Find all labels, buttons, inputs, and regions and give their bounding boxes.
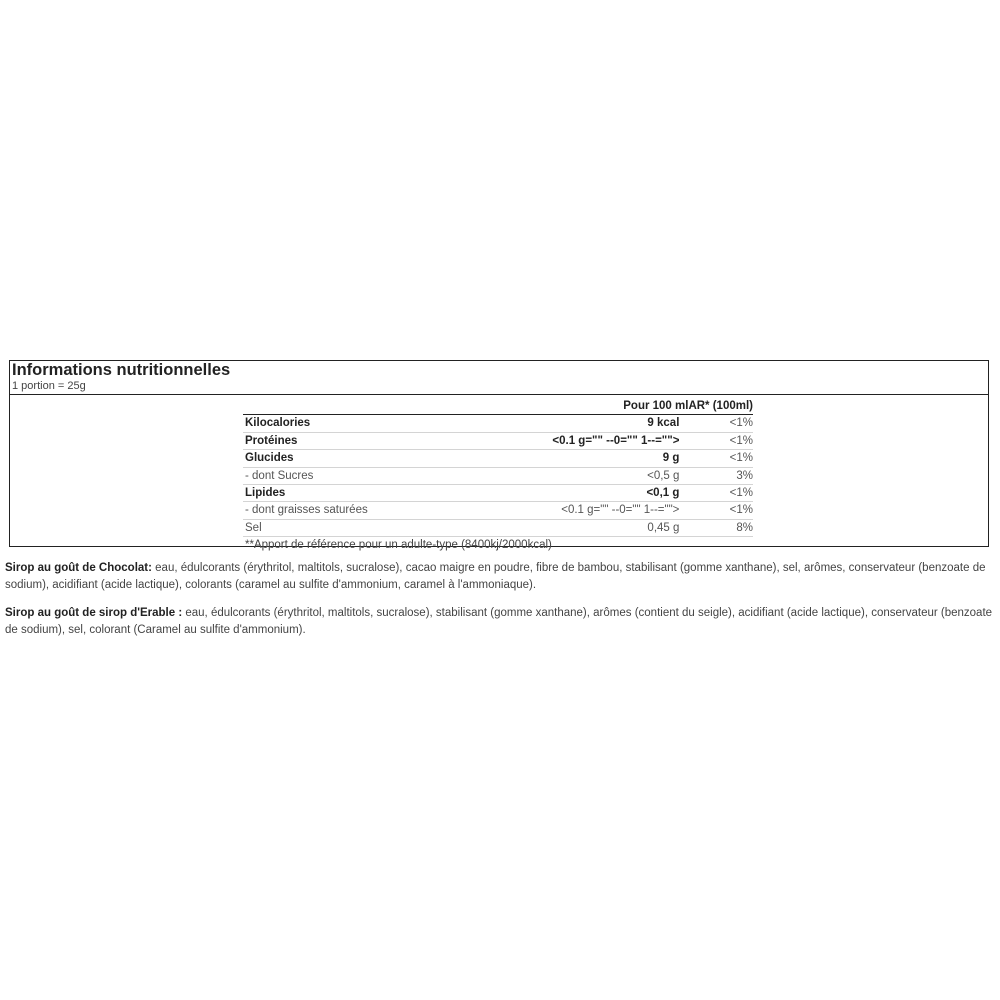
- nutrient-value: 9 kcal: [504, 415, 680, 432]
- table-row-proteines: [243, 432, 753, 449]
- header-per-100ml: Pour 100 mlAR* (100ml): [504, 398, 753, 415]
- nutrient-ar: <1%: [679, 485, 753, 502]
- nutrient-name: - dont Sucres: [243, 467, 504, 484]
- nutrient-name: Sel: [243, 519, 504, 536]
- nutrient-name: Glucides: [243, 450, 504, 467]
- nutrient-value: <0.1 g="" --0="" 1--="">: [504, 432, 680, 449]
- ingredients-chocolate-text: eau, édulcorants (érythritol, maltitols, sucralose), cacao maigre en poudre, fibre de bambou, stabilisant (gomme xanthane), sel, arômes, conservateur (benzoate de sodium), acidifiant (acide lactique), colorants (caramel au sulfite d'ammonium, caramel à l'ammoniaque).: [5, 562, 986, 591]
- nutrient-ar: <1%: [679, 450, 753, 467]
- ingredients-chocolate-label: Sirop au goût de Chocolat:: [5, 562, 152, 574]
- nutrient-ar: <1%: [679, 415, 753, 432]
- nutrient-value: 9 g: [504, 450, 680, 467]
- nutrient-value: <0.1 g="" --0="" 1--="">: [504, 502, 680, 519]
- reference-intake-footnote: **Apport de référence pour un adulte-type (8400kj/2000kcal): [245, 539, 552, 552]
- nutrient-value: <0,1 g: [504, 485, 680, 502]
- nutrient-ar: <1%: [679, 502, 753, 519]
- nutrition-table: [243, 398, 753, 554]
- portion-size: 1 portion = 25g: [12, 380, 86, 392]
- table-footnote-row: [243, 537, 753, 554]
- nutrient-ar: 8%: [679, 519, 753, 536]
- ingredients-maple: [5, 605, 993, 639]
- table-row-sucres: [243, 467, 753, 484]
- table-row-graisses-saturees: [243, 502, 753, 519]
- nutrient-value: 0,45 g: [504, 519, 680, 536]
- ingredients-chocolate: [5, 560, 993, 594]
- nutrient-name: Protéines: [243, 432, 504, 449]
- table-row-sel: [243, 519, 753, 536]
- table-row-lipides: [243, 485, 753, 502]
- table-row-kilocalories: [243, 415, 753, 432]
- ingredients-maple-text: eau, édulcorants (érythritol, maltitols, sucralose), stabilisant (gomme xanthane), arômes (contient du seigle), acidifiant (acide lactique), conservateur (benzoate de sodium), sel, colorant (Caramel au sulfite d'ammonium).: [5, 607, 993, 636]
- nutrient-ar: <1%: [679, 432, 753, 449]
- title-divider: [10, 394, 988, 395]
- nutrition-facts-box: [9, 360, 989, 552]
- table-header-row: [243, 398, 753, 415]
- table-row-glucides: [243, 450, 753, 467]
- nutrient-name: - dont graisses saturées: [243, 502, 504, 519]
- nutrient-value: <0,5 g: [504, 467, 680, 484]
- header-blank: [243, 398, 504, 415]
- nutrient-ar: 3%: [679, 467, 753, 484]
- nutrient-name: Lipides: [243, 485, 504, 502]
- nutrition-title: Informations nutritionnelles: [12, 361, 231, 379]
- ingredients-maple-label: Sirop au goût de sirop d'Erable :: [5, 607, 183, 619]
- nutrient-name: Kilocalories: [243, 415, 504, 432]
